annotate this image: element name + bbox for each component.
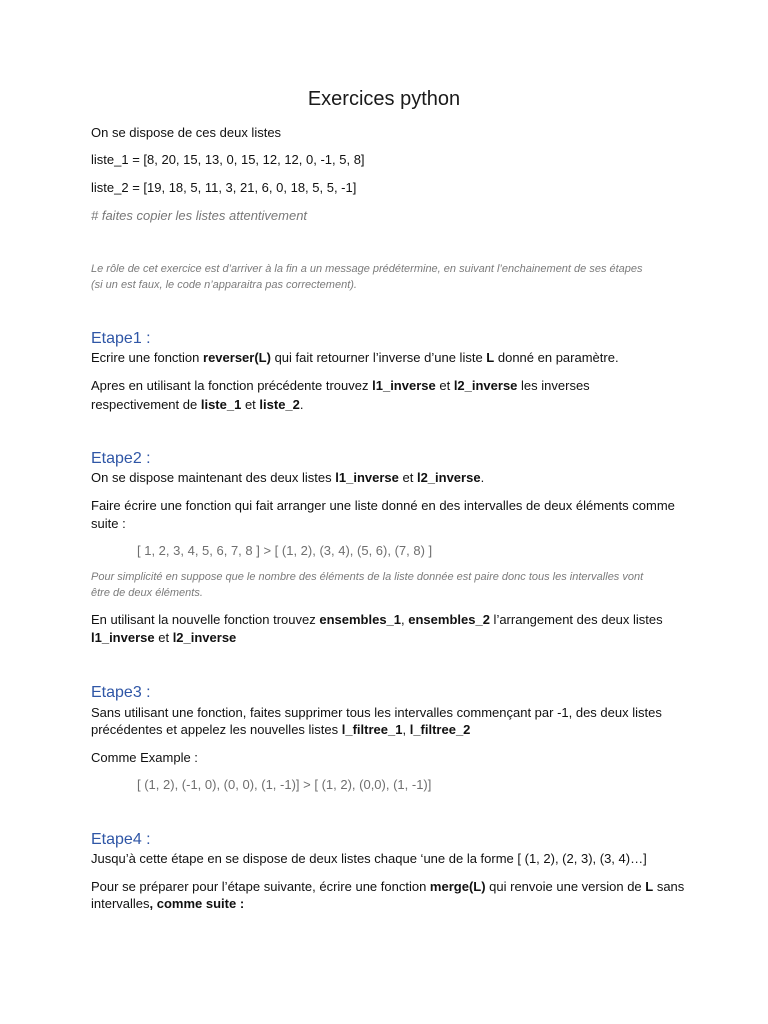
etape2-heading: Etape2 : [91,450,151,467]
copy-comment: # faites copier les listes attentivement [91,208,308,223]
etape3-example: [ (1, 2), (-1, 0), (0, 0), (1, -1)] > [ (1, 2), (0,0), (1, -1)] [137,777,432,792]
etape3-paragraph1-line1: Sans utilisant une fonction, faites supprimer tous les intervalles commençant par -1, des deux listes [91,705,662,720]
liste-2-definition: liste_2 = [19, 18, 5, 11, 3, 21, 6, 0, 18, 5, 5, -1] [91,180,357,195]
etape2-paragraph3-line2: l1_inverse et l2_inverse [91,630,237,645]
etape4-paragraph2-line2: intervalles, comme suite : [91,896,245,911]
etape2-paragraph3-line1: En utilisant la nouvelle fonction trouvez ensembles_1, ensembles_2 l’arrangement des deux listes [91,612,663,627]
etape1-heading: Etape1 : [91,330,151,347]
etape4-paragraph1: Jusqu’à cette étape en se dispose de deux listes chaque ‘une de la forme [ (1, 2), (2, 3), (3, 4)…] [91,851,647,866]
etape4-paragraph2-line1: Pour se préparer pour l’étape suivante, écrire une fonction merge(L) qui renvoie une version de L sans [91,879,685,894]
etape2-paragraph2-line2: suite : [91,516,126,531]
etape3-paragraph2: Comme Example : [91,750,198,765]
etape2-note-line2: être de deux éléments. [91,587,203,599]
etape2-example: [ 1, 2, 3, 4, 5, 6, 7, 8 ] > [ (1, 2), (3, 4), (5, 6), (7, 8) ] [137,543,433,558]
document-title: Exercices python [307,88,461,110]
etape1-paragraph2-line2: respectivement de liste_1 et liste_2. [91,397,304,412]
etape3-heading: Etape3 : [91,684,151,701]
etape1-paragraph1: Ecrire une fonction reverser(L) qui fait retourner l’inverse d’une liste L donné en paramètre. [91,350,619,365]
etape1-paragraph2-line1: Apres en utilisant la fonction précédente trouvez l1_inverse et l2_inverse les inverses [91,378,590,393]
etape2-note-line1: Pour simplicité en suppose que le nombre des éléments de la liste donnée est paire donc tous les intervalles vont [91,571,644,583]
etape4-heading: Etape4 : [91,831,151,848]
role-note-line2: (si un est faux, le code n’apparaitra pas correctement). [91,279,357,291]
liste-1-definition: liste_1 = [8, 20, 15, 13, 0, 15, 12, 12, 0, -1, 5, 8] [91,152,365,167]
etape2-paragraph2-line1: Faire écrire une fonction qui fait arranger une liste donné en des intervalles de deux éléments comme [91,498,675,513]
etape2-paragraph1: On se dispose maintenant des deux listes l1_inverse et l2_inverse. [91,470,485,485]
etape3-paragraph1-line2: précédentes et appelez les nouvelles listes l_filtree_1, l_filtree_2 [91,722,471,737]
role-note-line1: Le rôle de cet exercice est d’arriver à la fin a un message prédétermine, en suivant l’enchainement de ses étapes [91,263,643,275]
intro-text: On se dispose de ces deux listes [91,125,282,140]
